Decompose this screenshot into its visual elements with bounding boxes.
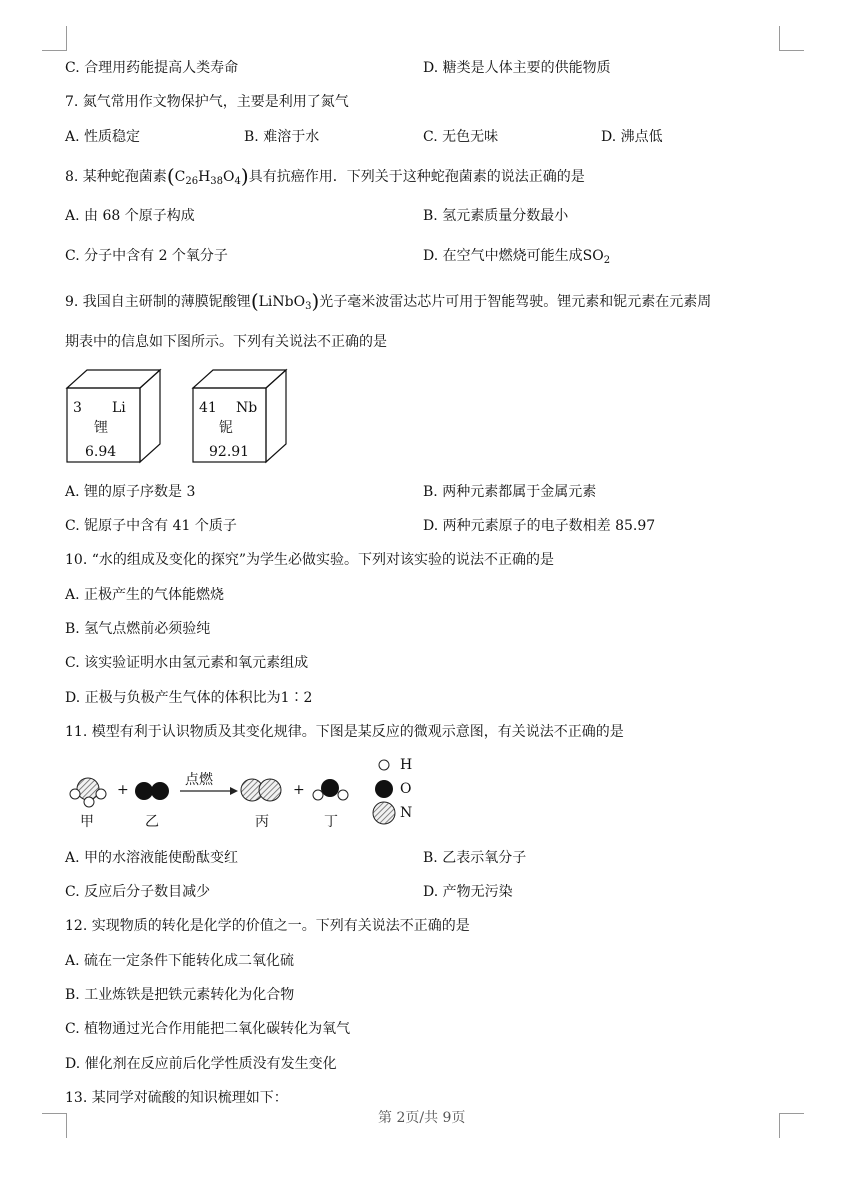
label-ding: 丁 xyxy=(324,814,338,830)
nb-atomic-number: 41 xyxy=(199,400,217,416)
q11-option-d: D. 产物无污染 xyxy=(423,884,513,900)
q11-option-a: A. 甲的水溶液能使酚酞变红 xyxy=(65,850,239,866)
q12-option-a: A. 硫在一定条件下能转化成二氧化硫 xyxy=(65,953,295,969)
molecule-jia-ammonia xyxy=(70,778,106,807)
q7-option-b: B. 难溶于水 xyxy=(244,129,320,145)
li-name: 锂 xyxy=(94,420,108,436)
q10-option-c: C. 该实验证明水由氢元素和氧元素组成 xyxy=(65,655,309,671)
q12-option-c: C. 植物通过光合作用能把二氧化碳转化为氧气 xyxy=(65,1021,351,1037)
legend-n: N xyxy=(400,805,413,821)
legend-o: O xyxy=(400,781,412,797)
molecule-ding-water xyxy=(313,779,348,800)
q11-option-c: C. 反应后分子数目减少 xyxy=(65,884,211,900)
q10-option-a: A. 正极产生的气体能燃烧 xyxy=(65,587,225,603)
plus-sign-1: + xyxy=(117,782,129,798)
q6-option-d: D. 糖类是人体主要的供能物质 xyxy=(423,60,611,76)
plus-sign-2: + xyxy=(293,782,305,798)
reaction-condition: 点燃 xyxy=(185,772,213,788)
q12-option-d: D. 催化剂在反应前后化学性质没有发生变化 xyxy=(65,1056,337,1072)
legend-h: H xyxy=(400,757,413,773)
q6-option-c: C. 合理用药能提高人类寿命 xyxy=(65,60,239,76)
crop-mark-top-left xyxy=(42,26,67,51)
q7-option-d: D. 沸点低 xyxy=(601,129,663,145)
li-symbol: Li xyxy=(112,400,126,416)
q9-stem: 9. 我国自主研制的薄膜铌酸锂(LiNbO$_3$)光子毫米波雷达芯片可用于智能驾驶。锂元素和铌元素在元素周 xyxy=(65,289,712,313)
crop-mark-bottom-left xyxy=(42,1113,67,1138)
q7-stem: 7. 氮气常用作文物保护气，主要是利用了氮气 xyxy=(65,94,349,110)
q9-stem-line2: 期表中的信息如下图所示。下列有关说法不正确的是 xyxy=(65,334,387,350)
q11-option-b: B. 乙表示氧分子 xyxy=(423,850,527,866)
molecule-bing-nitrogen xyxy=(241,779,281,801)
q13-stem: 13. 某同学对硫酸的知识梳理如下： xyxy=(65,1090,288,1106)
q10-option-d: D. 正极与负极产生气体的体积比为1∶2 xyxy=(65,690,313,706)
q8-stem-prefix: 8. 某种蛇孢菌素 xyxy=(65,169,167,185)
q10-option-b: B. 氢气点燃前必须验纯 xyxy=(65,621,211,637)
page-footer: 第 2页/共 9页 xyxy=(378,1110,466,1126)
q8-stem: 8. 某种蛇孢菌素$(C_{26}H_{38}O_4)$具有抗癌作用．下列关于这种蛇孢菌素的说法正确的是 xyxy=(65,164,585,188)
q8-stem-suffix: 具有抗癌作用．下列关于这种蛇孢菌素的说法正确的是 xyxy=(248,169,585,185)
li-atomic-mass: 6.94 xyxy=(85,444,117,460)
q12-option-b: B. 工业炼铁是把铁元素转化为化合物 xyxy=(65,987,295,1003)
q9-option-a: A. 锂的原子序数是 3 xyxy=(65,484,196,500)
crop-mark-bottom-right xyxy=(779,1113,804,1138)
q8-option-d: D. 在空气中燃烧可能生成$SO_2$ xyxy=(423,248,611,266)
q9-option-c: C. 铌原子中含有 41 个质子 xyxy=(65,518,237,534)
crop-mark-top-right xyxy=(779,26,804,51)
q11-stem: 11. 模型有利于认识物质及其变化规律。下图是某反应的微观示意图，有关说法不正确的是 xyxy=(65,724,624,740)
q10-stem: 10. “水的组成及变化的探究”为学生必做实验。下列对该实验的说法不正确的是 xyxy=(65,552,555,568)
q9-option-d: D. 两种元素原子的电子数相差 85.97 xyxy=(423,518,656,534)
nb-symbol: Nb xyxy=(236,400,258,416)
molecule-yi-oxygen xyxy=(135,782,169,800)
q7-option-a: A. 性质稳定 xyxy=(65,129,141,145)
label-bing: 丙 xyxy=(255,814,269,830)
q8-option-b: B. 氢元素质量分数最小 xyxy=(423,208,569,224)
q7-option-c: C. 无色无味 xyxy=(423,129,499,145)
q12-stem: 12. 实现物质的转化是化学的价值之一。下列有关说法不正确的是 xyxy=(65,918,470,934)
q9-option-b: B. 两种元素都属于金属元素 xyxy=(423,484,597,500)
label-yi: 乙 xyxy=(145,814,159,830)
li-atomic-number: 3 xyxy=(73,400,82,416)
atom-legend xyxy=(373,760,395,824)
q8-option-a: A. 由 68 个原子构成 xyxy=(65,208,195,224)
nb-name: 铌 xyxy=(219,420,233,436)
q8-option-c: C. 分子中含有 2 个氧分子 xyxy=(65,248,228,264)
nb-atomic-mass: 92.91 xyxy=(209,444,250,460)
label-jia: 甲 xyxy=(80,814,94,830)
